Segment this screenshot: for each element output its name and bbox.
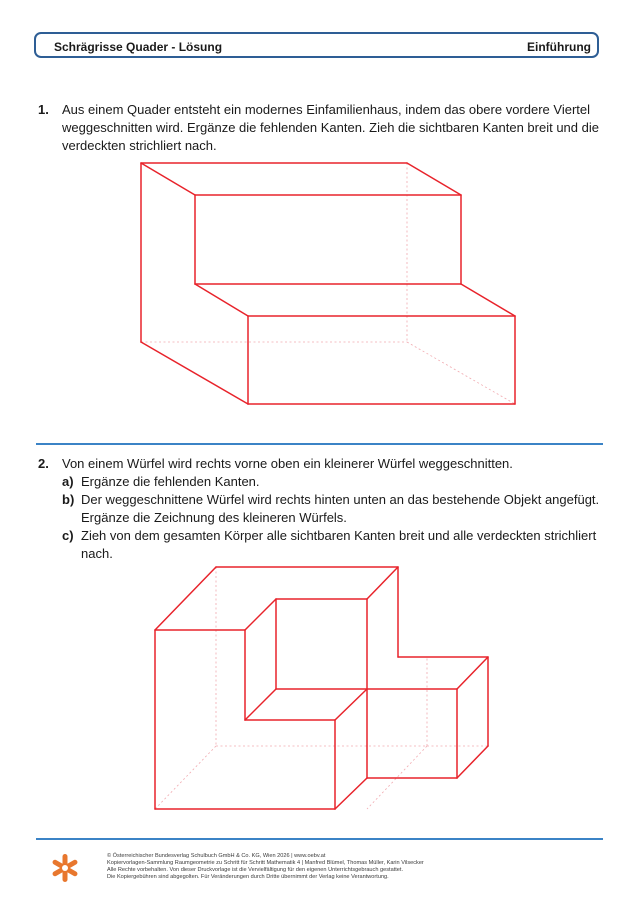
task-number: 1. [38, 102, 49, 117]
footer-line: Kopiervorlagen-Sammlung Raumgeometrie zu Schritt für Schritt Mathematik 4 | Manfred Blümel, Thomas Müller, Karin Vilsecker [107, 860, 424, 866]
subtask-letter: c) [62, 528, 74, 543]
subtask-letter: a) [62, 474, 74, 489]
subtask-line: nach. [81, 546, 113, 561]
task-number: 2. [38, 456, 49, 471]
section-tag: Einführung [527, 40, 591, 54]
footer-divider [36, 838, 603, 840]
task-text: Von einem Würfel wird rechts vorne oben ein kleinerer Würfel weggeschnitten. [62, 456, 513, 471]
task-line: Aus einem Quader entsteht ein modernes Einfamilienhaus, indem das obere vordere Viertel [62, 102, 591, 117]
subtask-line: Der weggeschnittene Würfel wird rechts hinten unten an das bestehende Objekt angefügt. [81, 492, 600, 507]
footer-line: Die Kopiergebühren sind abgegolten. Für Veränderungen durch Dritte übernimmt der Verlag keine Verantwortung. [107, 874, 389, 880]
task-line: weggeschnitten wird. Ergänze die fehlenden Kanten. Zieh die sichtbaren Kanten breit und die [62, 120, 599, 135]
task-line: verdeckten strichliert nach. [62, 138, 217, 153]
footer-line: Alle Rechte vorbehalten. Von dieser Druckvorlage ist die Vervielfältigung für den eigenen Unterrichtsgebrauch gestattet. [107, 867, 404, 873]
subtask-line: Ergänze die fehlenden Kanten. [81, 474, 260, 489]
cubes-visible-edges [155, 567, 488, 809]
subtask-line: Ergänze die Zeichnung des kleineren Würfels. [81, 510, 347, 525]
footer-copyright [107, 853, 577, 881]
page-title: Schrägrisse Quader - Lösung [54, 40, 223, 54]
footer-line: © Österreichischer Bundesverlag Schulbuch GmbH & Co. KG, Wien 2026 | www.oebv.at [107, 853, 326, 859]
cubes-hidden-edges [155, 567, 488, 809]
subtask-line: Zieh von dem gesamten Körper alle sichtbaren Kanten breit und alle verdeckten strichliert [81, 528, 597, 543]
subtask-letter: b) [62, 492, 75, 507]
oebv-star-logo-icon [50, 853, 80, 883]
